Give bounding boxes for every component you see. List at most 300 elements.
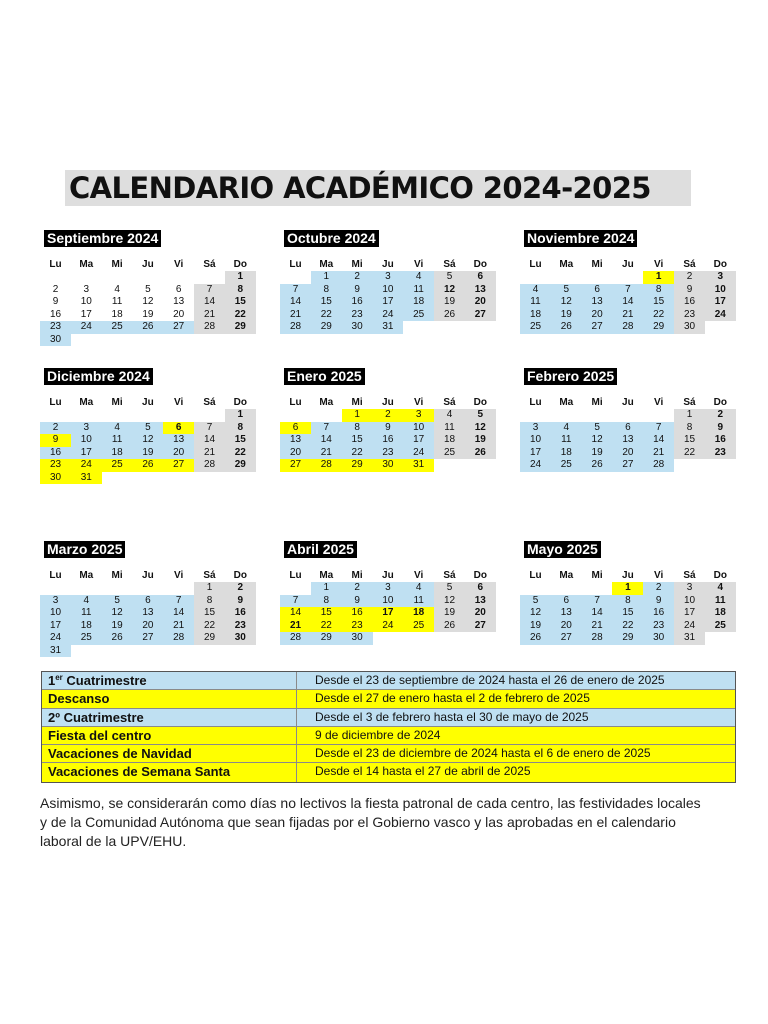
day-cell: 2 <box>52 283 59 295</box>
day-cell: 2 <box>225 582 256 595</box>
day-cell: 14 <box>311 434 342 447</box>
day-cell: 6 <box>163 422 194 435</box>
day-cell: 17 <box>674 607 705 620</box>
day-cell: 5 <box>582 422 613 435</box>
day-cell: 3 <box>71 422 102 435</box>
day-cell: 23 <box>372 447 403 460</box>
day-cell: 30 <box>40 334 71 347</box>
day-cell: 8 <box>225 284 256 297</box>
day-cell: 29 <box>342 459 373 472</box>
weekday-header: Mi <box>351 397 363 408</box>
day-cell: 5 <box>551 284 582 297</box>
day-cell: 6 <box>465 582 496 595</box>
weekday-header: Mi <box>111 259 123 270</box>
day-cell: 26 <box>434 309 465 322</box>
day-cell: 17 <box>520 447 551 460</box>
day-cell: 18 <box>102 447 133 460</box>
weekday-header: Do <box>713 259 727 270</box>
day-cell: 11 <box>111 296 123 307</box>
weekday-header: Mi <box>111 397 123 408</box>
month-block <box>40 541 256 671</box>
day-cell: 29 <box>311 632 342 645</box>
day-cell: 22 <box>674 447 705 460</box>
weekday-header: Do <box>473 397 487 408</box>
day-cell: 29 <box>225 459 256 472</box>
day-cell: 1 <box>311 271 342 284</box>
day-cell: 21 <box>163 620 194 633</box>
weekday-header: Lu <box>49 397 62 408</box>
legend-label-text: 1 <box>48 673 56 688</box>
weekday-header: Ju <box>622 397 634 408</box>
day-cell: 16 <box>372 434 403 447</box>
day-cell: 25 <box>705 620 736 633</box>
day-cell: 17 <box>705 296 736 309</box>
weekday-header: Ma <box>79 397 94 408</box>
day-cell: 4 <box>102 422 133 435</box>
weekday-header: Sá <box>443 259 456 270</box>
legend-label-rest: Cuatrimestre <box>62 673 147 688</box>
weekday-header: Do <box>233 259 247 270</box>
day-cell: 19 <box>434 607 465 620</box>
day-cell: 5 <box>102 595 133 608</box>
weekday-header: Mi <box>591 259 603 270</box>
period-legend-table <box>41 671 736 783</box>
footnote-line: laboral de la UPV/EHU. <box>40 833 187 849</box>
legend-label <box>42 745 297 762</box>
day-cell: 6 <box>551 595 582 608</box>
weekday-header: Ma <box>319 259 334 270</box>
day-cell: 5 <box>434 582 465 595</box>
legend-description: Desde el 23 de septiembre de 2024 hasta el 26 de enero de 2025 <box>315 673 665 687</box>
day-cell: 23 <box>674 309 705 322</box>
day-cell: 13 <box>163 434 194 447</box>
day-cell: 1 <box>612 582 643 595</box>
month-title: Diciembre 2024 <box>44 368 153 385</box>
day-cell: 20 <box>132 620 163 633</box>
legend-description: Desde el 23 de diciembre de 2024 hasta el 6 de enero de 2025 <box>315 746 651 761</box>
day-cell: 17 <box>372 607 403 620</box>
weekday-header: Sá <box>443 397 456 408</box>
day-cell: 10 <box>40 607 71 620</box>
day-cell: 15 <box>225 296 256 309</box>
month-block <box>520 368 736 498</box>
day-cell: 6 <box>132 595 163 608</box>
day-cell: 28 <box>194 321 225 334</box>
month-title: Septiembre 2024 <box>44 230 161 247</box>
day-cell: 26 <box>132 459 163 472</box>
legend-label <box>42 672 297 689</box>
day-cell: 2 <box>705 409 736 422</box>
day-cell: 7 <box>582 595 613 608</box>
day-cell: 7 <box>643 422 674 435</box>
day-cell: 15 <box>225 434 256 447</box>
day-cell: 31 <box>674 632 705 645</box>
day-cell: 11 <box>551 434 582 447</box>
day-cell: 3 <box>83 283 90 295</box>
day-cell: 28 <box>163 632 194 645</box>
legend-label-text: 2º Cuatrimestre <box>48 709 144 725</box>
month-block <box>520 541 736 671</box>
weekday-header: Vi <box>174 397 184 408</box>
day-cell: 28 <box>612 321 643 334</box>
day-cell: 14 <box>582 607 613 620</box>
day-cell: 21 <box>280 620 311 633</box>
day-cell: 17 <box>372 296 403 309</box>
weekday-header: Vi <box>414 397 424 408</box>
day-cell: 11 <box>102 434 133 447</box>
day-cell: 13 <box>465 284 496 297</box>
day-cell: 19 <box>102 620 133 633</box>
day-cell: 3 <box>705 271 736 284</box>
day-cell: 9 <box>342 595 373 608</box>
day-cell: 18 <box>403 607 434 620</box>
day-cell: 27 <box>612 459 643 472</box>
day-cell: 3 <box>674 582 705 595</box>
day-cell: 3 <box>40 595 71 608</box>
day-cell: 22 <box>643 309 674 322</box>
day-cell: 9 <box>40 434 71 447</box>
day-cell: 26 <box>582 459 613 472</box>
day-cell: 26 <box>465 447 496 460</box>
day-cell: 1 <box>643 271 674 284</box>
day-cell: 4 <box>705 582 736 595</box>
day-cell: 30 <box>674 321 705 334</box>
day-cell: 5 <box>132 422 163 435</box>
weekday-header: Mi <box>351 259 363 270</box>
legend-row <box>42 727 735 745</box>
day-cell: 10 <box>674 595 705 608</box>
legend-label-text: Descanso <box>48 691 110 707</box>
month-block <box>280 230 496 360</box>
day-cell: 10 <box>71 434 102 447</box>
weekday-header: Do <box>233 397 247 408</box>
day-cell: 20 <box>280 447 311 460</box>
month-block <box>520 230 736 360</box>
day-cell: 19 <box>132 447 163 460</box>
day-cell: 14 <box>280 296 311 309</box>
day-cell: 14 <box>163 607 194 620</box>
weekday-header: Ma <box>79 570 94 581</box>
day-cell: 29 <box>194 632 225 645</box>
day-cell: 24 <box>705 309 736 322</box>
day-cell: 31 <box>40 645 71 658</box>
day-cell: 12 <box>102 607 133 620</box>
day-cell: 30 <box>372 459 403 472</box>
weekday-header: Vi <box>654 259 664 270</box>
legend-label <box>42 727 297 744</box>
day-cell: 8 <box>674 422 705 435</box>
day-cell: 25 <box>403 309 434 322</box>
weekday-header: Vi <box>174 570 184 581</box>
day-cell: 21 <box>612 309 643 322</box>
day-cell: 31 <box>372 321 403 334</box>
day-cell: 21 <box>194 309 225 322</box>
day-cell: 10 <box>372 595 403 608</box>
day-cell: 23 <box>705 447 736 460</box>
day-cell: 31 <box>71 472 102 485</box>
day-cell: 5 <box>145 283 151 295</box>
weekday-header: Lu <box>49 259 62 270</box>
day-cell: 26 <box>520 632 551 645</box>
legend-label <box>42 709 297 726</box>
month-block <box>40 230 256 360</box>
legend-row <box>42 690 735 708</box>
day-cell: 9 <box>52 296 59 307</box>
day-cell: 7 <box>194 422 225 435</box>
legend-label <box>42 763 297 781</box>
day-cell: 6 <box>465 271 496 284</box>
month-title: Noviembre 2024 <box>524 230 637 247</box>
weekday-header: Ju <box>622 259 634 270</box>
legend-row <box>42 672 735 690</box>
day-cell: 16 <box>342 607 373 620</box>
day-cell: 8 <box>194 595 225 608</box>
month-title: Mayo 2025 <box>524 541 601 558</box>
month-title: Enero 2025 <box>284 368 365 385</box>
day-cell: 25 <box>403 620 434 633</box>
legend-description: Desde el 3 de febrero hasta el 30 de mayo de 2025 <box>315 709 589 724</box>
day-cell: 8 <box>225 422 256 435</box>
day-cell: 13 <box>582 296 613 309</box>
day-cell: 7 <box>612 284 643 297</box>
day-cell: 21 <box>582 620 613 633</box>
day-cell: 27 <box>132 632 163 645</box>
day-cell: 17 <box>403 434 434 447</box>
day-cell: 18 <box>71 620 102 633</box>
day-cell: 10 <box>403 422 434 435</box>
day-cell: 13 <box>551 607 582 620</box>
day-cell: 2 <box>342 271 373 284</box>
day-cell: 19 <box>582 447 613 460</box>
day-cell: 20 <box>173 308 185 320</box>
day-cell: 27 <box>465 309 496 322</box>
month-title: Abril 2025 <box>284 541 357 558</box>
legend-row <box>42 763 735 781</box>
weekday-header: Do <box>713 397 727 408</box>
day-cell: 30 <box>225 632 256 645</box>
day-cell: 13 <box>465 595 496 608</box>
day-cell: 7 <box>311 422 342 435</box>
day-cell: 23 <box>40 459 71 472</box>
day-cell: 11 <box>520 296 551 309</box>
page-title: CALENDARIO ACADÉMICO 2024-2025 <box>65 170 691 206</box>
day-cell: 3 <box>403 409 434 422</box>
weekday-header: Vi <box>654 397 664 408</box>
weekday-header: Sá <box>443 570 456 581</box>
day-cell: 21 <box>194 447 225 460</box>
legend-label-text: Vacaciones de Semana Santa <box>48 764 231 780</box>
day-cell: 4 <box>71 595 102 608</box>
day-cell: 11 <box>434 422 465 435</box>
day-cell: 16 <box>643 607 674 620</box>
day-cell: 16 <box>705 434 736 447</box>
day-cell: 6 <box>280 422 311 435</box>
day-cell: 1 <box>342 409 373 422</box>
day-cell: 12 <box>434 595 465 608</box>
month-title: Octubre 2024 <box>284 230 379 247</box>
weekday-header: Sá <box>203 259 216 270</box>
day-cell: 25 <box>551 459 582 472</box>
day-cell: 4 <box>434 409 465 422</box>
month-block <box>280 368 496 498</box>
day-cell: 16 <box>674 296 705 309</box>
day-cell: 20 <box>465 296 496 309</box>
day-cell: 22 <box>311 309 342 322</box>
day-cell: 14 <box>643 434 674 447</box>
day-cell: 22 <box>342 447 373 460</box>
day-cell: 2 <box>372 409 403 422</box>
day-cell: 9 <box>705 422 736 435</box>
weekday-header: Sá <box>203 397 216 408</box>
day-cell: 8 <box>342 422 373 435</box>
day-cell: 7 <box>194 284 225 297</box>
day-cell: 14 <box>280 607 311 620</box>
day-cell: 26 <box>102 632 133 645</box>
day-cell: 30 <box>342 321 373 334</box>
day-cell: 22 <box>612 620 643 633</box>
day-cell: 24 <box>520 459 551 472</box>
day-cell: 15 <box>342 434 373 447</box>
day-cell: 13 <box>280 434 311 447</box>
day-cell: 9 <box>674 284 705 297</box>
day-cell: 27 <box>582 321 613 334</box>
weekday-header: Vi <box>174 259 184 270</box>
day-cell: 20 <box>465 607 496 620</box>
day-cell: 19 <box>551 309 582 322</box>
day-cell: 12 <box>551 296 582 309</box>
day-cell: 17 <box>71 447 102 460</box>
legend-row <box>42 709 735 727</box>
day-cell: 24 <box>403 447 434 460</box>
weekday-header: Ma <box>559 259 574 270</box>
day-cell: 11 <box>403 284 434 297</box>
day-cell: 4 <box>114 283 120 295</box>
day-cell: 18 <box>551 447 582 460</box>
day-cell: 22 <box>311 620 342 633</box>
legend-label-text: Vacaciones de Navidad <box>48 746 192 762</box>
weekday-header: Ju <box>142 570 154 581</box>
day-cell: 19 <box>520 620 551 633</box>
day-cell: 28 <box>311 459 342 472</box>
day-cell: 23 <box>225 620 256 633</box>
day-cell: 22 <box>225 309 256 322</box>
day-cell: 15 <box>674 434 705 447</box>
footnote <box>40 794 740 851</box>
day-cell: 3 <box>372 582 403 595</box>
day-cell: 25 <box>520 321 551 334</box>
day-cell: 23 <box>643 620 674 633</box>
day-cell: 6 <box>582 284 613 297</box>
day-cell: 1 <box>225 271 256 284</box>
weekday-header: Ma <box>559 570 574 581</box>
day-cell: 28 <box>643 459 674 472</box>
day-cell: 16 <box>225 607 256 620</box>
day-cell: 20 <box>163 447 194 460</box>
footnote-line: Asimismo, se considerarán como días no lectivos la fiesta patronal de cada centro, las festividades locales <box>40 795 701 811</box>
day-cell: 30 <box>643 632 674 645</box>
day-cell: 5 <box>520 595 551 608</box>
day-cell: 1 <box>194 582 225 595</box>
day-cell: 22 <box>225 447 256 460</box>
day-cell: 14 <box>194 296 225 309</box>
weekday-header: Mi <box>351 570 363 581</box>
day-cell: 2 <box>674 271 705 284</box>
day-cell: 4 <box>403 582 434 595</box>
weekday-header: Sá <box>203 570 216 581</box>
day-cell: 13 <box>173 296 185 307</box>
day-cell: 20 <box>612 447 643 460</box>
day-cell: 26 <box>434 620 465 633</box>
day-cell: 23 <box>342 620 373 633</box>
weekday-header: Ju <box>142 397 154 408</box>
weekday-header: Ju <box>382 570 394 581</box>
day-cell: 8 <box>311 595 342 608</box>
day-cell: 27 <box>465 620 496 633</box>
day-cell: 21 <box>643 447 674 460</box>
weekday-header: Ma <box>559 397 574 408</box>
weekday-header: Do <box>473 570 487 581</box>
weekday-header: Mi <box>591 570 603 581</box>
day-cell: 17 <box>40 620 71 633</box>
day-cell: 19 <box>465 434 496 447</box>
day-cell: 20 <box>551 620 582 633</box>
day-cell: 19 <box>142 308 154 320</box>
day-cell: 13 <box>132 607 163 620</box>
weekday-header: Ma <box>79 259 94 270</box>
weekday-header: Vi <box>654 570 664 581</box>
weekday-header: Lu <box>529 259 542 270</box>
weekday-header: Do <box>713 570 727 581</box>
day-cell: 23 <box>342 309 373 322</box>
day-cell: 12 <box>434 284 465 297</box>
day-cell: 28 <box>194 459 225 472</box>
day-cell: 10 <box>80 296 92 307</box>
day-cell: 6 <box>612 422 643 435</box>
day-cell: 25 <box>102 321 133 334</box>
weekday-header: Sá <box>683 570 696 581</box>
weekday-header: Ju <box>142 259 154 270</box>
day-cell: 31 <box>403 459 434 472</box>
day-cell: 30 <box>40 472 71 485</box>
day-cell: 7 <box>280 284 311 297</box>
day-cell: 10 <box>705 284 736 297</box>
legend-row <box>42 745 735 763</box>
weekday-header: Lu <box>529 397 542 408</box>
day-cell: 27 <box>163 321 194 334</box>
day-cell: 10 <box>372 284 403 297</box>
day-cell: 13 <box>612 434 643 447</box>
day-cell: 19 <box>434 296 465 309</box>
day-cell: 7 <box>280 595 311 608</box>
day-cell: 24 <box>372 620 403 633</box>
weekday-header: Sá <box>683 397 696 408</box>
day-cell: 30 <box>342 632 373 645</box>
legend-label <box>42 690 297 707</box>
day-cell: 12 <box>520 607 551 620</box>
day-cell: 16 <box>40 447 71 460</box>
day-cell: 16 <box>342 296 373 309</box>
day-cell: 29 <box>311 321 342 334</box>
day-cell: 1 <box>674 409 705 422</box>
day-cell: 2 <box>342 582 373 595</box>
day-cell: 18 <box>111 308 123 320</box>
day-cell: 25 <box>71 632 102 645</box>
day-cell: 23 <box>40 321 71 334</box>
weekday-header: Ma <box>319 570 334 581</box>
day-cell: 8 <box>612 595 643 608</box>
day-cell: 5 <box>465 409 496 422</box>
legend-description: 9 de diciembre de 2024 <box>315 727 441 742</box>
